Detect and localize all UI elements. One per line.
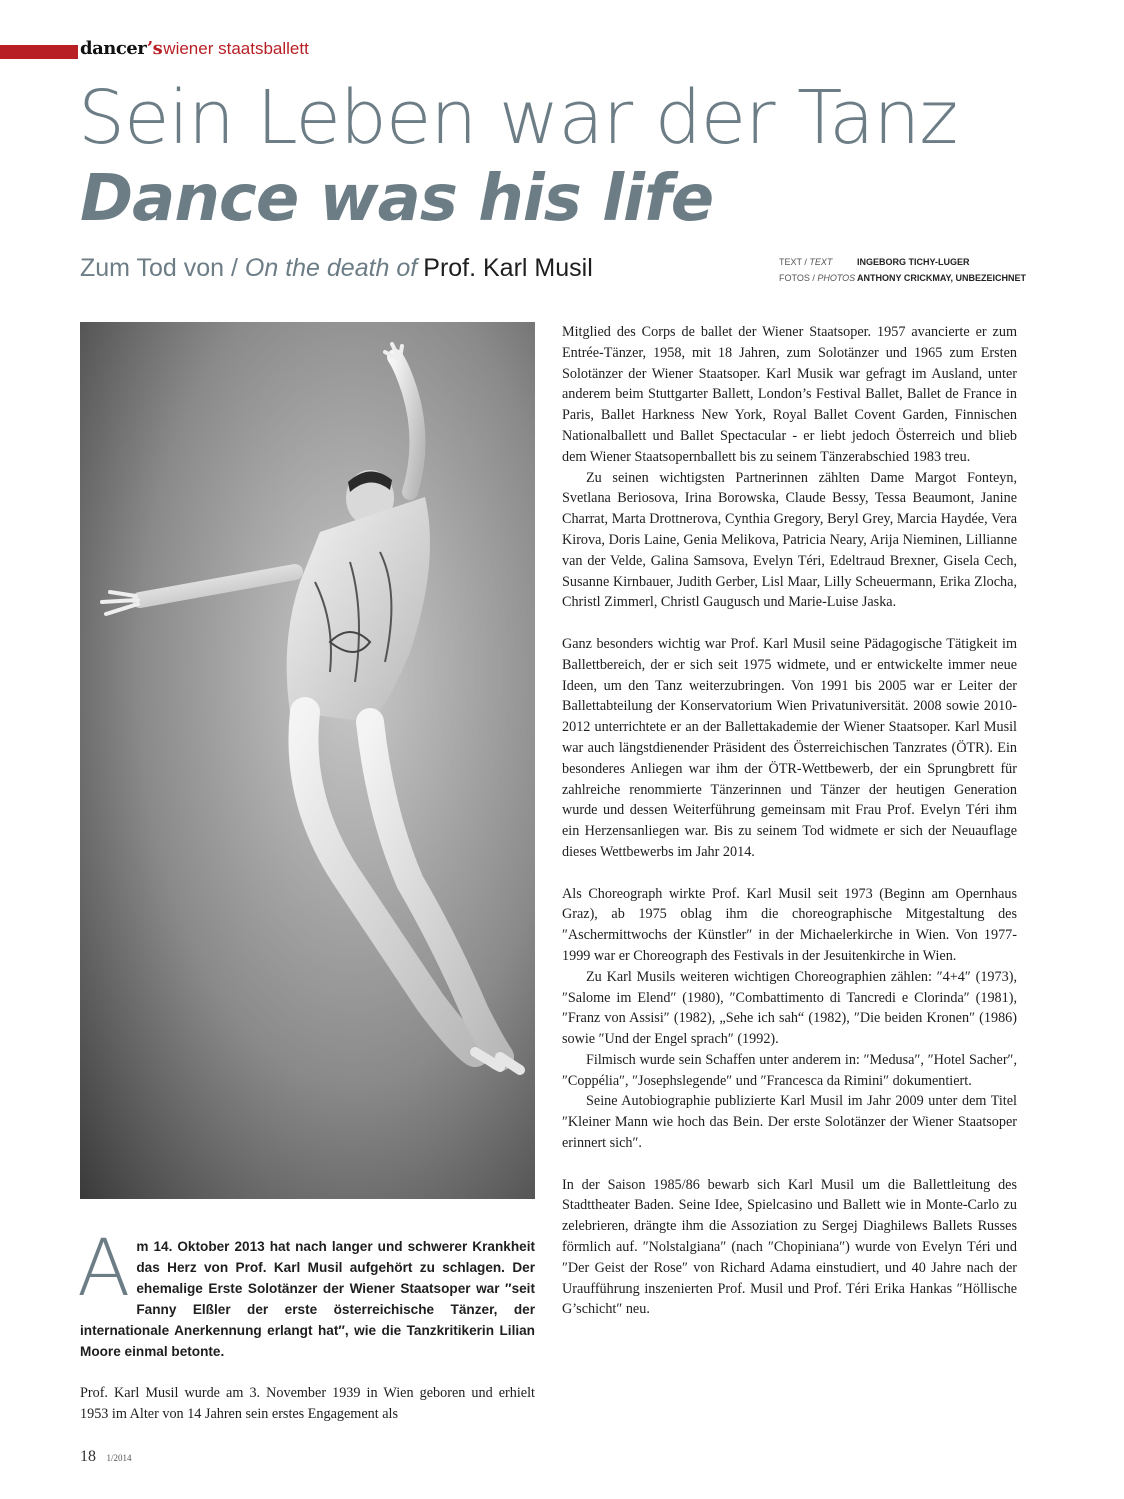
brand-logo: dancer’s (80, 38, 163, 59)
lead-paragraph: Am 14. Oktober 2013 hat nach langer und schwerer Krankheit das Herz von Prof. Karl Musil aufgehört zu schlagen. Der ehemalige Erste Solotänzer der Wiener Staatsoper war ″seit Fanny Elßler der erste österreichische Tänzer, der internationale Anerkennung erlangt hat″, wie die Tanzkritikerin Lilian Moore einmal betonte. (77, 1224, 535, 1359)
page-footer (80, 1448, 131, 1466)
magazine-header (80, 38, 309, 64)
body-paragraph: Seine Autobiographie publizierte Karl Musil im Jahr 2009 unter dem Titel ″Kleiner Mann wie hoch das Bein. Der erste Solotänzer der Wiener Staatsoper erinnert sich″. (562, 1093, 1017, 1152)
dancer-photo-image (80, 322, 535, 1199)
body-paragraph: In der Saison 1985/86 bewarb sich Karl Musil um die Ballettleitung des Stadttheater Baden. Seine Idee, Spielcasino und Ballett wie in Monte-Carlo zu zelebrieren, drängte ihm die Assoziation zu Sergej Diaghilews Ballets Russes förmlich auf. ″Nolstalgiana″ (nach ″Chopiniana″) wurde von Evelyn Téri und ″Der Geist der Rose″ von Richard Adama einstudiert, und 40 Jahre nach der Uraufführung inszenierten Prof. Musil und Prof. Téri Erika Hankas ″Höllische G’schicht″ neu. (562, 1176, 1017, 1318)
author-name: INGEBORG TICHY-LUGER (857, 257, 970, 267)
page-number: 18 (80, 1448, 96, 1465)
article-subtitle: Zum Tod von / On the death of Prof. Karl Musil (80, 254, 593, 282)
dancer-photo (80, 322, 535, 1199)
left-text-column (77, 1224, 535, 1424)
photographer-name: ANTHONY CRICKMAY, UNBEZEICHNET (857, 273, 1027, 283)
article-title-german: Sein Leben war der Tanz (78, 75, 958, 161)
body-paragraph: Mitglied des Corps de ballet der Wiener Staatsoper. 1957 avancierte er zum Entrée-Tänzer, 1958, mit 18 Jahren, zum Solotänzer und 1965 zum Ersten Solotänzer der Wiener Staatsoper. Karl Musik war gefragt im Ausland, unter anderem beim Stuttgarter Ballett, London’s Festival Ballet, Ballet de France in Paris, Ballet Harkness New York, Royal Ballet Covent Garden, Finnischen Nationalballett und Ballet Spectacular - er liebt jedoch Österreich und blieb dem Wiener Staatsopernballett bis zu seinem Tänzerabschied 1983 treu. (562, 324, 1017, 465)
subject-name: Prof. Karl Musil (423, 254, 593, 282)
body-paragraph: Als Choreograph wirkte Prof. Karl Musil seit 1973 (Beginn am Opernhaus Graz), ab 1975 oblag ihm die choreographische Mitgestaltung des ″Aschermittwochs der Künstler″ in der Michaelerkirche in Wien. Von 1977-1999 war er Choreograph des Festivals in der Jesuitenkirche in Wien. (562, 885, 1017, 964)
header-accent-bar (0, 45, 78, 59)
photo-credit: FOTOS / PHOTOS ANTHONY CRICKMAY, UNBEZEICHNET (779, 270, 1026, 286)
issue-number: 1/2014 (106, 1453, 132, 1463)
article-title-english: Dance was his life (80, 162, 714, 236)
text-credit: TEXT / TEXT INGEBORG TICHY-LUGER (779, 254, 1026, 270)
body-paragraph: Zu seinen wichtigsten Partnerinnen zählten Dame Margot Fonteyn, Svetlana Beriosova, Irina Borowska, Claude Bessy, Tessa Beaumont, Janine Charrat, Marta Drottnerova, Cynthia Gregory, Beryl Grey, Marcia Haydée, Vera Kirova, Doris Laine, Genia Melikova, Patricia Neary, Arija Nieminen, Lillianne van der Velde, Galina Samsova, Evelyn Téri, Edeltraud Brexner, Gisela Cech, Susanne Kirnbauer, Judith Gerber, Lisl Maar, Lilly Scheuermann, Erika Zlocha, Christl Zimmerl, Christl Gaugusch und Marie-Luise Jaska. (562, 469, 1017, 611)
article-credits (779, 254, 1026, 286)
section-label: wiener staatsballett (163, 39, 309, 58)
right-text-column (562, 322, 1017, 1320)
body-paragraph: Zu Karl Musils weiteren wichtigen Choreographien zählen: ″4+4″ (1973), ″Salome im Elend″ (1980), ″Combattimento di Tancredi e Clorinda″ (1981), ″Franz von Assisi″ (1982), „Sehe ich sah“ (1982), ″Die beiden Kronen″ (1986) sowie ″Und der Engel sprach″ (1992). (562, 968, 1017, 1048)
drop-cap: A (77, 1224, 131, 1314)
body-paragraph: Filmisch wurde sein Schaffen unter anderem in: ″Medusa″, ″Hotel Sacher″, ″Coppélia″, ″Josephslegende″ und ″Francesca da Rimini″ dokumentiert. (562, 1051, 1017, 1089)
body-paragraph: Prof. Karl Musil wurde am 3. November 1939 in Wien geboren und erhielt 1953 im Alter von 14 Jahren sein erstes Engagement als (80, 1384, 535, 1422)
body-paragraph: Ganz besonders wichtig war Prof. Karl Musil seine Pädagogische Tätigkeit im Ballettbereich, der er sich seit 1975 widmete, und er entwickelte immer neue Ideen, um den Tanz weiterzubringen. Von 1991 bis 2005 war er Leiter der Ballettabteilung der Konservatorium Wien Privatuniversität. 2008 sowie 2010-2012 unterrichtete er an der Ballettakademie der Wiener Staatsoper. Karl Musil war auch längstdienender Präsident des Österreichischen Tanzrates (ÖTR). Ein besonderes Anliegen war ihm der ÖTR-Wettbewerb, der ein Sprungbrett für zahlreiche renommierte Tänzerinnen und Tänzer der heutigen Generation wurde und dessen Weiterführung gemeinsam mit Frau Prof. Evelyn Téri ihm ein Herzensanliegen war. Bis zu seinem Tod widmete er sich der Neuauflage dieses Wettbewerbs im Jahr 2014. (562, 635, 1017, 860)
